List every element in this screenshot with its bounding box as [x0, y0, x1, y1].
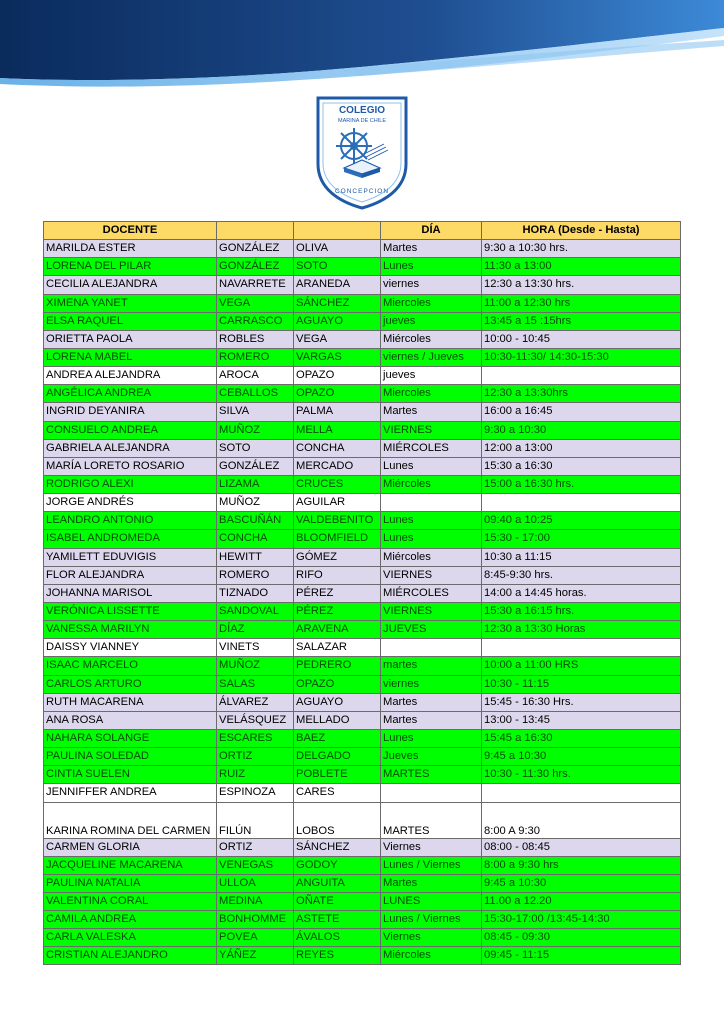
cell-apellido-materno: PÉREZ [294, 602, 381, 620]
cell-hora: 11:00 a 12:30 hrs [482, 294, 681, 312]
cell-dia: MIÉRCOLES [381, 439, 482, 457]
cell-nombre: CARMEN GLORIA [44, 838, 217, 856]
cell-nombre: ORIETTA PAOLA [44, 330, 217, 348]
table-row [44, 403, 681, 421]
table-row [44, 530, 681, 548]
cell-dia [381, 784, 482, 802]
cell-hora: 16:00 a 16:45 [482, 403, 681, 421]
cell-apellido-paterno: YÁÑEZ [217, 947, 294, 965]
cell-apellido-materno: DELGADO [294, 748, 381, 766]
cell-hora: 09:45 - 11:15 [482, 947, 681, 965]
cell-dia: Lunes [381, 729, 482, 747]
table-row [44, 548, 681, 566]
cell-apellido-paterno: ORTIZ [217, 838, 294, 856]
table-row [44, 512, 681, 530]
cell-nombre: LORENA DEL PILAR [44, 258, 217, 276]
cell-hora: 9:30 a 10:30 [482, 421, 681, 439]
cell-apellido-materno: ANGUITA [294, 874, 381, 892]
cell-apellido-paterno: CARRASCO [217, 312, 294, 330]
cell-nombre: CARLOS ARTURO [44, 675, 217, 693]
cell-apellido-paterno: CEBALLOS [217, 385, 294, 403]
cell-apellido-materno: CRUCES [294, 475, 381, 493]
cell-dia: Miércoles [381, 548, 482, 566]
cell-hora: 9:45 a 10:30 [482, 748, 681, 766]
cell-hora: 09:40 a 10:25 [482, 512, 681, 530]
cell-apellido-materno: OPAZO [294, 385, 381, 403]
table-row [44, 475, 681, 493]
cell-nombre: LORENA MABEL [44, 348, 217, 366]
cell-apellido-paterno: VINETS [217, 639, 294, 657]
cell-apellido-paterno: POVEA [217, 929, 294, 947]
cell-nombre: JENNIFFER ANDREA [44, 784, 217, 802]
cell-apellido-paterno: GONZÁLEZ [217, 240, 294, 258]
cell-dia: Martes [381, 403, 482, 421]
cell-apellido-paterno: ESPINOZA [217, 784, 294, 802]
cell-apellido-paterno: SANDOVAL [217, 602, 294, 620]
cell-hora: 15:30 a 16:15 hrs. [482, 602, 681, 620]
cell-hora: 9:45 a 10:30 [482, 874, 681, 892]
cell-apellido-materno: VARGAS [294, 348, 381, 366]
table-row [44, 385, 681, 403]
cell-dia: MIÉRCOLES [381, 584, 482, 602]
cell-apellido-materno: SOTO [294, 258, 381, 276]
cell-apellido-materno: GODOY [294, 856, 381, 874]
cell-apellido-paterno: ROMERO [217, 348, 294, 366]
cell-apellido-paterno: RUIZ [217, 766, 294, 784]
cell-nombre: ELSA RAQUEL [44, 312, 217, 330]
cell-apellido-paterno: ULLOA [217, 874, 294, 892]
table-row [44, 838, 681, 856]
cell-apellido-materno: ARANEDA [294, 276, 381, 294]
cell-dia: Lunes [381, 258, 482, 276]
table-row [44, 439, 681, 457]
cell-apellido-paterno: VEGA [217, 294, 294, 312]
cell-nombre: NAHARA SOLANGE [44, 729, 217, 747]
cell-apellido-paterno: FILÚN [217, 802, 294, 838]
cell-apellido-materno: VEGA [294, 330, 381, 348]
cell-nombre: RUTH MACARENA [44, 693, 217, 711]
cell-hora [482, 784, 681, 802]
cell-dia: Viernes [381, 929, 482, 947]
cell-hora: 8:00 A 9:30 [482, 802, 681, 838]
cell-apellido-materno: PEDRERO [294, 657, 381, 675]
table-row [44, 312, 681, 330]
cell-nombre: PAULINA NATALIA [44, 874, 217, 892]
cell-nombre: DAISSY VIANNEY [44, 639, 217, 657]
cell-apellido-materno: LOBOS [294, 802, 381, 838]
cell-hora: 12:30 a 13:30 Horas [482, 621, 681, 639]
school-logo [314, 94, 410, 212]
cell-hora [482, 494, 681, 512]
cell-nombre: MARÍA LORETO ROSARIO [44, 457, 217, 475]
logo-subtitle: MARINA DE CHILE [338, 118, 386, 124]
table-row [44, 802, 681, 838]
logo-city: CONCEPCION [334, 188, 390, 195]
cell-apellido-materno: AGUILAR [294, 494, 381, 512]
cell-dia: Martes [381, 874, 482, 892]
header-dia: DÍA [381, 222, 482, 240]
cell-apellido-materno: BAEZ [294, 729, 381, 747]
cell-nombre: VANESSA MARILYN [44, 621, 217, 639]
logo-title: COLEGIO [338, 105, 386, 116]
table-row [44, 929, 681, 947]
cell-apellido-materno: OLIVA [294, 240, 381, 258]
cell-dia: jueves [381, 367, 482, 385]
cell-dia: Jueves [381, 748, 482, 766]
cell-apellido-paterno: ÁLVAREZ [217, 693, 294, 711]
cell-nombre: XIMENA YANET [44, 294, 217, 312]
cell-nombre: GABRIELA ALEJANDRA [44, 439, 217, 457]
cell-dia: JUEVES [381, 621, 482, 639]
cell-dia: MARTES [381, 802, 482, 838]
cell-apellido-paterno: ROMERO [217, 566, 294, 584]
cell-apellido-materno: MELLA [294, 421, 381, 439]
cell-nombre: INGRID DEYANIRA [44, 403, 217, 421]
cell-hora: 10:00 - 10:45 [482, 330, 681, 348]
cell-dia: viernes / Jueves [381, 348, 482, 366]
header-docente: DOCENTE [44, 222, 217, 240]
cell-hora: 14:00 a 14:45 horas. [482, 584, 681, 602]
cell-hora: 15:00 a 16:30 hrs. [482, 475, 681, 493]
cell-apellido-materno: GÓMEZ [294, 548, 381, 566]
cell-hora: 12:30 a 13:30 hrs. [482, 276, 681, 294]
cell-apellido-materno: AGUAYO [294, 312, 381, 330]
cell-dia: LUNES [381, 892, 482, 910]
table-row [44, 856, 681, 874]
cell-dia: Lunes [381, 457, 482, 475]
table-row [44, 348, 681, 366]
table-row [44, 911, 681, 929]
cell-hora: 10:30-11:30/ 14:30-15:30 [482, 348, 681, 366]
cell-hora: 8:00 a 9:30 hrs [482, 856, 681, 874]
table-row [44, 892, 681, 910]
table-row [44, 693, 681, 711]
table-row [44, 566, 681, 584]
table-body [44, 240, 681, 965]
cell-hora: 15:45 a 16:30 [482, 729, 681, 747]
cell-apellido-paterno: MUÑOZ [217, 421, 294, 439]
cell-nombre: ANDREA ALEJANDRA [44, 367, 217, 385]
cell-hora: 12:30 a 13:30hrs [482, 385, 681, 403]
cell-hora: 12:00 a 13:00 [482, 439, 681, 457]
cell-apellido-paterno: MEDINA [217, 892, 294, 910]
table-row [44, 657, 681, 675]
cell-nombre: JACQUELINE MACARENA [44, 856, 217, 874]
cell-dia: Miércoles [381, 475, 482, 493]
teacher-schedule-table [43, 221, 681, 965]
cell-dia: Viernes [381, 838, 482, 856]
cell-nombre: RODRIGO ALEXI [44, 475, 217, 493]
cell-dia: Lunes / Viernes [381, 911, 482, 929]
table-row [44, 294, 681, 312]
cell-apellido-materno: ARAVENA [294, 621, 381, 639]
cell-dia: Martes [381, 693, 482, 711]
table-row [44, 729, 681, 747]
table-row [44, 711, 681, 729]
cell-hora: 10:30 - 11:15 [482, 675, 681, 693]
table-row [44, 240, 681, 258]
cell-nombre: MARILDA ESTER [44, 240, 217, 258]
cell-apellido-materno: CARES [294, 784, 381, 802]
cell-nombre: JORGE ANDRÉS [44, 494, 217, 512]
cell-apellido-materno: REYES [294, 947, 381, 965]
cell-dia [381, 639, 482, 657]
cell-nombre: CRISTIAN ALEJANDRO [44, 947, 217, 965]
cell-apellido-materno: SÁNCHEZ [294, 294, 381, 312]
cell-nombre: CAMILA ANDREA [44, 911, 217, 929]
cell-hora: 15:30 - 17:00 [482, 530, 681, 548]
table-row [44, 621, 681, 639]
cell-nombre: YAMILETT EDUVIGIS [44, 548, 217, 566]
header-apellido-materno [294, 222, 381, 240]
cell-dia: VIERNES [381, 602, 482, 620]
cell-apellido-paterno: CONCHA [217, 530, 294, 548]
table-row [44, 258, 681, 276]
table-row [44, 874, 681, 892]
cell-apellido-paterno: VENEGAS [217, 856, 294, 874]
table-row [44, 367, 681, 385]
cell-hora: 10:30 - 11:30 hrs. [482, 766, 681, 784]
cell-apellido-materno: ASTETE [294, 911, 381, 929]
cell-apellido-paterno: ESCARES [217, 729, 294, 747]
cell-apellido-paterno: GONZÁLEZ [217, 258, 294, 276]
header-hora: HORA (Desde - Hasta) [482, 222, 681, 240]
cell-apellido-paterno: VELÁSQUEZ [217, 711, 294, 729]
cell-apellido-paterno: GONZÁLEZ [217, 457, 294, 475]
cell-hora: 15:30-17:00 /13:45-14:30 [482, 911, 681, 929]
table-row [44, 421, 681, 439]
cell-hora: 08:00 - 08:45 [482, 838, 681, 856]
cell-hora: 10:00 a 11:00 HRS [482, 657, 681, 675]
cell-hora: 13:45 a 15 :15hrs [482, 312, 681, 330]
cell-dia: jueves [381, 312, 482, 330]
header-apellido-paterno [217, 222, 294, 240]
cell-apellido-paterno: MUÑOZ [217, 657, 294, 675]
cell-apellido-materno: CONCHA [294, 439, 381, 457]
cell-apellido-paterno: HEWITT [217, 548, 294, 566]
table-row [44, 494, 681, 512]
cell-apellido-paterno: SILVA [217, 403, 294, 421]
cell-nombre: VALENTINA CORAL [44, 892, 217, 910]
cell-nombre: CARLA VALESKA [44, 929, 217, 947]
cell-nombre: CINTIA SUELEN [44, 766, 217, 784]
cell-hora: 15:30 a 16:30 [482, 457, 681, 475]
cell-apellido-paterno: AROCA [217, 367, 294, 385]
cell-dia [381, 494, 482, 512]
cell-apellido-materno: OÑATE [294, 892, 381, 910]
cell-nombre: ISAAC MARCELO [44, 657, 217, 675]
cell-dia: MARTES [381, 766, 482, 784]
cell-apellido-materno: BLOOMFIELD [294, 530, 381, 548]
table-row [44, 276, 681, 294]
cell-dia: viernes [381, 675, 482, 693]
table-row [44, 947, 681, 965]
cell-hora: 10:30 a 11:15 [482, 548, 681, 566]
table-row [44, 784, 681, 802]
cell-dia: Martes [381, 240, 482, 258]
cell-apellido-paterno: DÍAZ [217, 621, 294, 639]
table-row [44, 602, 681, 620]
cell-apellido-materno: POBLETE [294, 766, 381, 784]
cell-dia: viernes [381, 276, 482, 294]
cell-hora: 11:30 a 13:00 [482, 258, 681, 276]
cell-hora: 11.00 a 12.20 [482, 892, 681, 910]
cell-apellido-materno: SALAZAR [294, 639, 381, 657]
cell-apellido-paterno: BONHOMME [217, 911, 294, 929]
cell-dia: Miércoles [381, 947, 482, 965]
cell-apellido-materno: OPAZO [294, 675, 381, 693]
cell-hora [482, 367, 681, 385]
cell-apellido-paterno: MUÑOZ [217, 494, 294, 512]
cell-hora: 8:45-9:30 hrs. [482, 566, 681, 584]
cell-dia: martes [381, 657, 482, 675]
cell-apellido-paterno: ROBLES [217, 330, 294, 348]
cell-dia: Lunes / Viernes [381, 856, 482, 874]
table-row [44, 675, 681, 693]
header-wave-banner [0, 0, 724, 95]
cell-apellido-materno: VALDEBENITO [294, 512, 381, 530]
table-row [44, 584, 681, 602]
cell-apellido-paterno: LIZAMA [217, 475, 294, 493]
table-header-row [44, 222, 681, 240]
cell-hora: 9:30 a 10:30 hrs. [482, 240, 681, 258]
cell-apellido-materno: MERCADO [294, 457, 381, 475]
cell-apellido-materno: OPAZO [294, 367, 381, 385]
cell-nombre: ANGÉLICA ANDREA [44, 385, 217, 403]
cell-apellido-materno: MELLADO [294, 711, 381, 729]
cell-dia: Martes [381, 711, 482, 729]
cell-apellido-paterno: ORTIZ [217, 748, 294, 766]
cell-apellido-materno: AGUAYO [294, 693, 381, 711]
cell-dia: VIERNES [381, 566, 482, 584]
cell-dia: Miércoles [381, 330, 482, 348]
cell-dia: Miercoles [381, 385, 482, 403]
cell-dia: Lunes [381, 512, 482, 530]
cell-dia: Lunes [381, 530, 482, 548]
cell-apellido-paterno: BASCUÑÁN [217, 512, 294, 530]
cell-apellido-materno: ÁVALOS [294, 929, 381, 947]
cell-hora: 08:45 - 09:30 [482, 929, 681, 947]
cell-apellido-paterno: NAVARRETE [217, 276, 294, 294]
cell-apellido-paterno: SOTO [217, 439, 294, 457]
cell-apellido-paterno: SALAS [217, 675, 294, 693]
cell-nombre: CECILIA ALEJANDRA [44, 276, 217, 294]
cell-apellido-materno: PÉREZ [294, 584, 381, 602]
table-row [44, 330, 681, 348]
cell-nombre: VERÓNICA LISSETTE [44, 602, 217, 620]
cell-apellido-materno: PALMA [294, 403, 381, 421]
teacher-schedule-table-container [43, 221, 680, 965]
cell-nombre: CONSUELO ANDREA [44, 421, 217, 439]
cell-nombre: JOHANNA MARISOL [44, 584, 217, 602]
cell-nombre: LEANDRO ANTONIO [44, 512, 217, 530]
table-row [44, 457, 681, 475]
cell-apellido-materno: RIFO [294, 566, 381, 584]
cell-apellido-paterno: TIZNADO [217, 584, 294, 602]
cell-nombre: KARINA ROMINA DEL CARMEN [44, 802, 217, 838]
cell-hora: 13:00 - 13:45 [482, 711, 681, 729]
cell-dia: Miercoles [381, 294, 482, 312]
cell-nombre: ISABEL ANDROMEDA [44, 530, 217, 548]
cell-nombre: PAULINA SOLEDAD [44, 748, 217, 766]
school-crest-icon [314, 94, 410, 212]
cell-nombre: ANA ROSA [44, 711, 217, 729]
cell-hora: 15:45 - 16:30 Hrs. [482, 693, 681, 711]
table-row [44, 748, 681, 766]
cell-dia: VIERNES [381, 421, 482, 439]
cell-apellido-materno: SÁNCHEZ [294, 838, 381, 856]
cell-nombre: FLOR ALEJANDRA [44, 566, 217, 584]
cell-hora [482, 639, 681, 657]
table-row [44, 766, 681, 784]
table-row [44, 639, 681, 657]
